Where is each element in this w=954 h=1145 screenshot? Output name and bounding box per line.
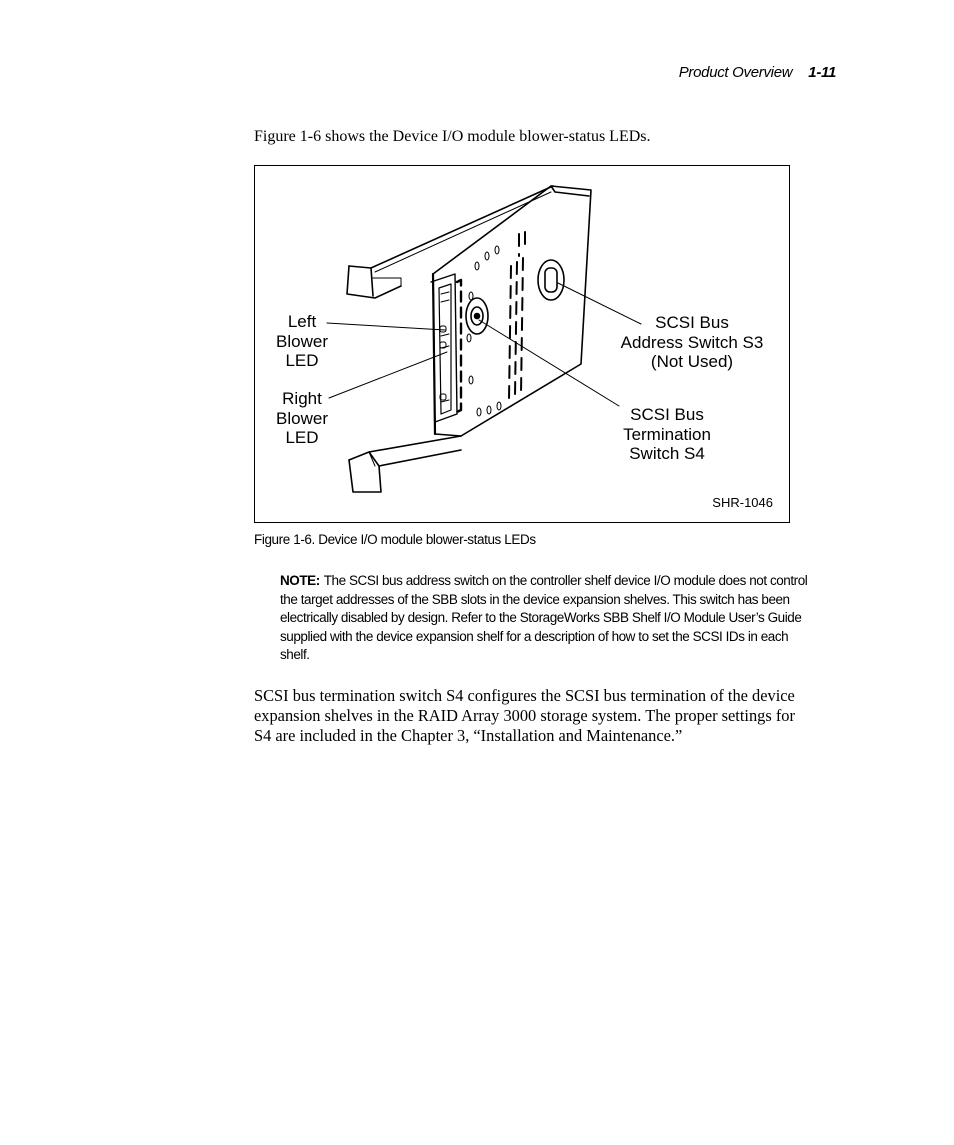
figure-id: SHR-1046 — [712, 495, 773, 510]
right-blower-led-label: Right Blower LED — [276, 389, 328, 447]
page-number: 1-11 — [808, 64, 836, 81]
figure-1-6 — [254, 165, 790, 523]
left-blower-led-label: Left Blower LED — [276, 312, 328, 370]
note-block — [280, 572, 810, 665]
running-header — [0, 64, 836, 81]
body-paragraph: SCSI bus termination switch S4 configures the SCSI bus termination of the device expansion shelves in the RAID Array 3000 storage system. The proper settings for S4 are included in the Chapter 3, “Installation and Maintenance.” — [254, 686, 795, 746]
address-switch-s3-label: SCSI Bus Address Switch S3 (Not Used) — [620, 313, 764, 371]
figure-caption: Figure 1-6. Device I/O module blower-status LEDs — [254, 532, 536, 547]
note-label: NOTE: — [280, 573, 320, 588]
intro-sentence: Figure 1-6 shows the Device I/O module blower-status LEDs. — [254, 128, 651, 145]
termination-switch-s4-label: SCSI Bus Termination Switch S4 — [623, 405, 711, 463]
note-text: The SCSI bus address switch on the controller shelf device I/O module does not control the target addresses of the SBB slots in the device expansion shelves. This switch has been electrically disabled by design. Refer to the StorageWorks SBB Shelf I/O Module User’s Guide supplied with the device expansion shelf for a description of how to set the SCSI IDs in each shelf. — [280, 573, 808, 662]
section-title: Product Overview — [678, 64, 793, 81]
